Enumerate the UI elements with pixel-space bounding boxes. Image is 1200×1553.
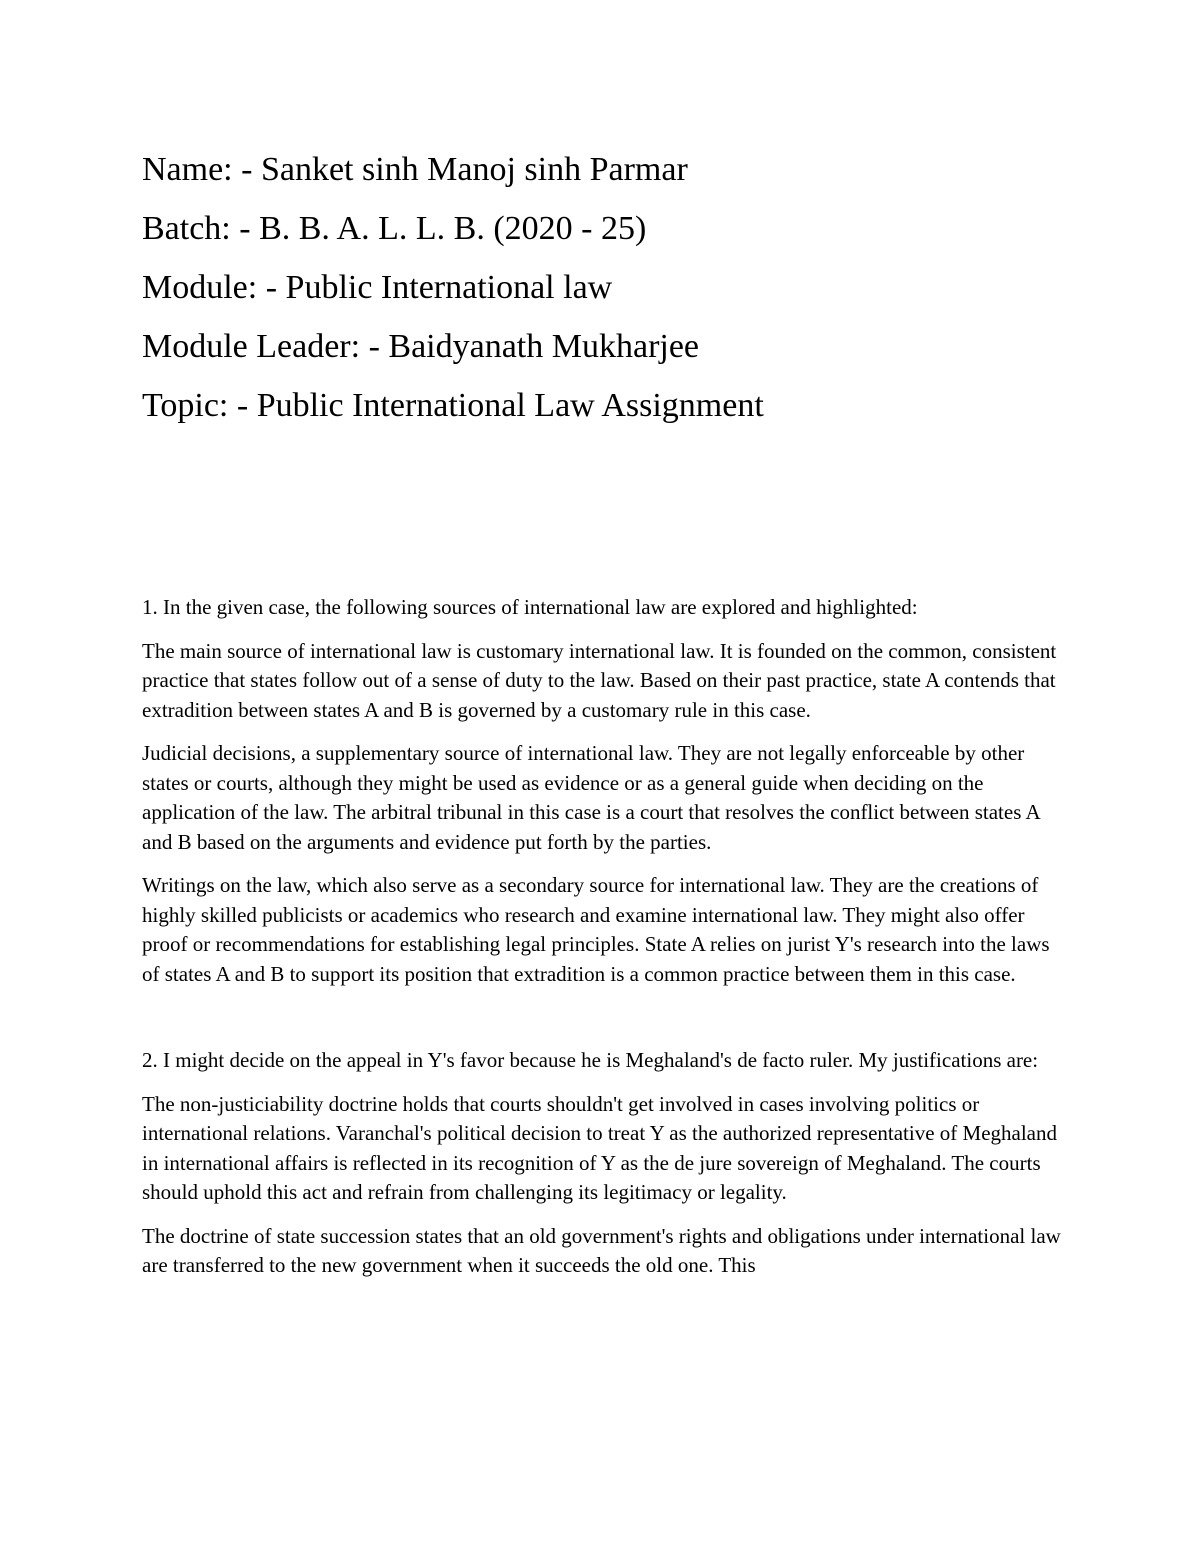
module-line: Module: - Public International law [142,269,613,306]
section1-paragraph-customary: The main source of international law is customary international law. It is founded on the common, consistent practice that states follow out of a sense of duty to the law. Based on their past practice, state A contends that extradition between states A and B is governed by a customary rule in this case. [142,638,1057,722]
section1-paragraph-judicial: Judicial decisions, a supplementary source of international law. They are not legally enforceable by other states or courts, although they might be used as evidence or as a general guide when deciding on the application of the law. The arbitral tribunal in this case is a court that resolves the conflict between states A and B based on the arguments and evidence put forth by the parties. [142,741,1040,854]
cover-details [142,140,1102,435]
topic-line: Topic: - Public International Law Assignment [142,387,764,424]
section2-intro: 2. I might decide on the appeal in Y's favor because he is Meghaland's de facto ruler. My justifications are: [142,1048,1039,1072]
section1-intro: 1. In the given case, the following sources of international law are explored and highlighted: [142,595,918,619]
assignment-body [142,593,1067,1295]
module-leader-line: Module Leader: - Baidyanath Mukharjee [142,328,700,365]
section-spacer [142,1003,1067,1046]
section2-paragraph-non-justiciability: The non-justiciability doctrine holds that courts shouldn't get involved in cases involving politics or international relations. Varanchal's political decision to treat Y as the authorized representative of Meghaland in international affairs is reflected in its recognition of Y as the de jure sovereign of Meghaland. The courts should uphold this act and refrain from challenging its legitimacy or legality. [142,1091,1058,1204]
student-name: Name: - Sanket sinh Manoj sinh Parmar [142,151,688,188]
section1-paragraph-writings: Writings on the law, which also serve as a secondary source for international law. They are the creations of highly skilled publicists or academics who research and examine international law. They might also offer proof or recommendations for establishing legal principles. State A relies on jurist Y's research into the laws of states A and B to support its position that extradition is a common practice between them in this case. [142,873,1050,986]
batch-line: Batch: - B. B. A. L. L. B. (2020 - 25) [142,210,647,247]
section2-paragraph-state-succession: The doctrine of state succession states that an old government's rights and obligations under international law are transferred to the new government when it succeeds the old one. This [142,1223,1061,1277]
